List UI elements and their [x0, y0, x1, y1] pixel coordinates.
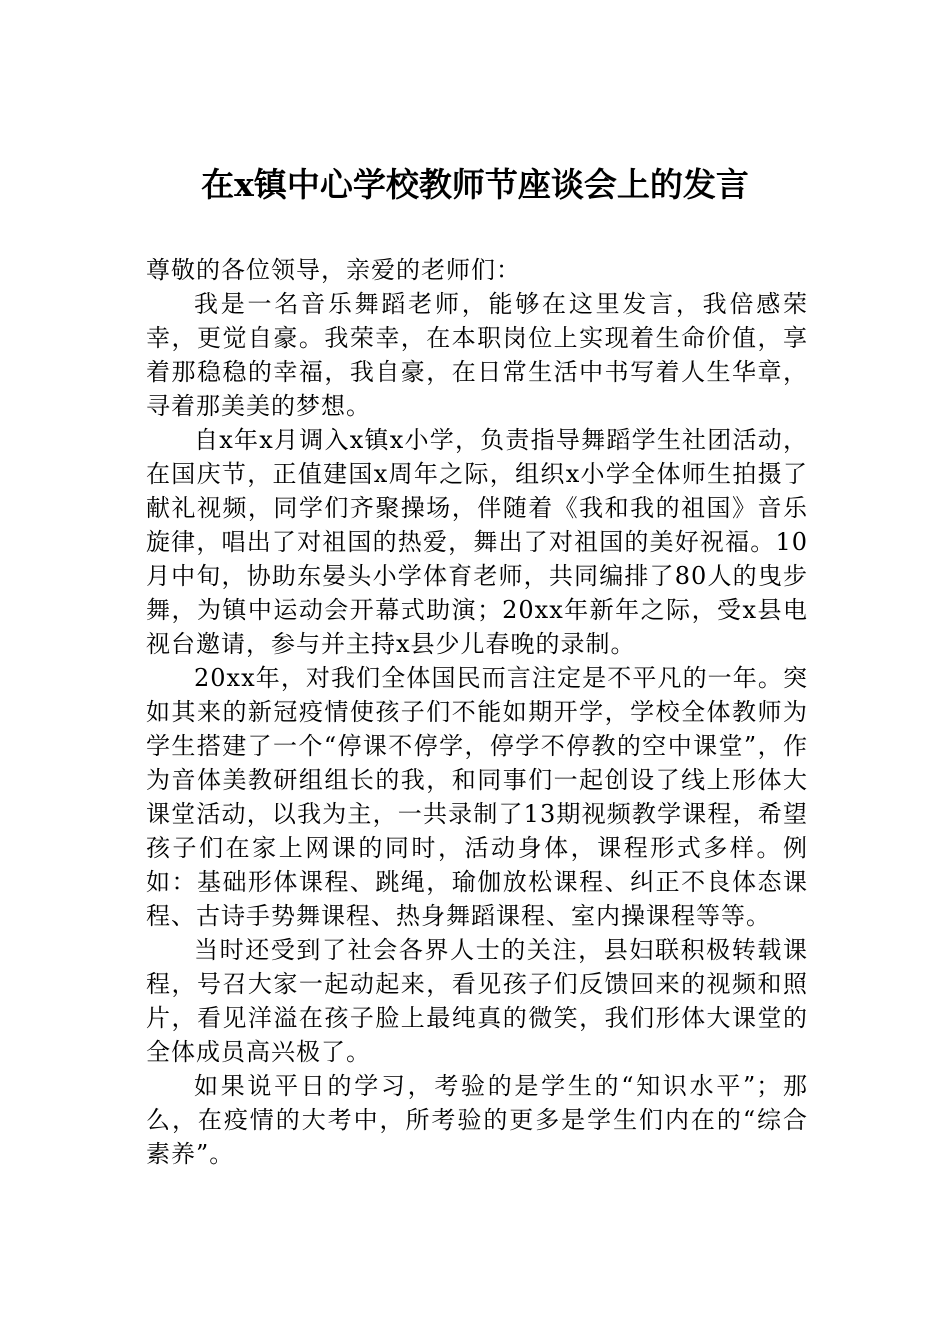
salutation: 尊敬的各位领导，亲爱的老师们： — [146, 256, 521, 284]
paragraph-5: 如果说平日的学习，考验的是学生的“知识水平”；那么，在疫情的大考中，所考验的更多是学生们内在的“综合素养”。 — [146, 1072, 808, 1168]
paragraph-2: 自x年x月调入x镇x小学，负责指导舞蹈学生社团活动，在国庆节，正值建国x周年之际，组织x小学全体师生拍摄了献礼视频，同学们齐聚操场，伴随着《我和我的祖国》音乐旋律，唱出了对祖国的热爱，舞出了对祖国的美好祝福。10月中旬，协助东晏头小学体育老师，共同编排了80人的曳步舞，为镇中运动会开幕式助演；20xx年新年之际，受x县电视台邀请，参与并主持x县少儿春晚的录制。 — [146, 426, 808, 658]
paragraph-3: 20xx年，对我们全体国民而言注定是不平凡的一年。突如其来的新冠疫情使孩子们不能如期开学，学校全体教师为学生搭建了一个“停课不停学，停学不停教的空中课堂”，作为音体美教研组组长的我，和同事们一起创设了线上形体大课堂活动，以我为主，一共录制了13期视频教学课程，希望孩子们在家上网课的同时，活动身体，课程形式多样。例如：基础形体课程、跳绳，瑜伽放松课程、纠正不良体态课程、古诗手势舞课程、热身舞蹈课程、室内操课程等等。 — [146, 664, 808, 930]
paragraph-1: 我是一名音乐舞蹈老师，能够在这里发言，我倍感荣幸，更觉自豪。我荣幸，在本职岗位上实现着生命价值，享着那稳稳的幸福，我自豪，在日常生活中书写着人生华章，寻着那美美的梦想。 — [146, 290, 808, 420]
paragraph-4: 当时还受到了社会各界人士的关注，县妇联积极转载课程，号召大家一起动起来，看见孩子们反馈回来的视频和照片，看见洋溢在孩子脸上最纯真的微笑，我们形体大课堂的全体成员高兴极了。 — [146, 936, 808, 1066]
document-body — [146, 253, 808, 1171]
document-title: 在x镇中心学校教师节座谈会上的发言 — [201, 165, 749, 204]
